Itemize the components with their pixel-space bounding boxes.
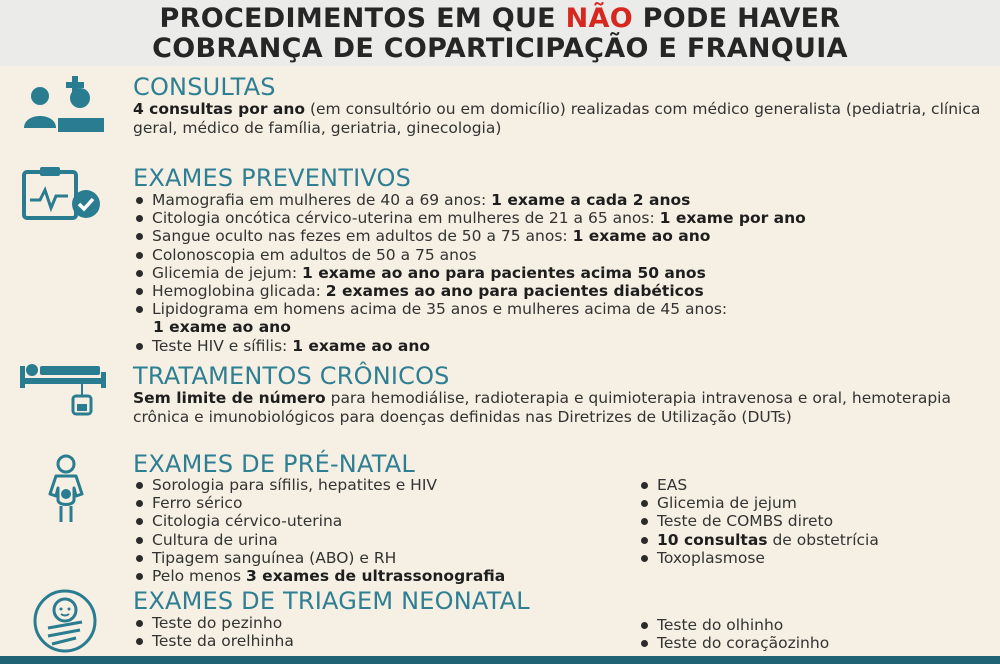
title-highlight: NÃO [565, 3, 633, 34]
list-item: Teste do pezinho [133, 614, 294, 632]
section-title: EXAMES DE TRIAGEM NEONATAL [133, 587, 530, 615]
list-item: Mamografia em mulheres de 40 a 69 anos: 1 exame a cada 2 anos [133, 191, 806, 209]
preventivos-list [133, 191, 806, 355]
list-item: Glicemia de jejum [638, 494, 879, 512]
section-title: TRATAMENTOS CRÔNICOS [133, 362, 450, 390]
section-exames-preventivos [0, 162, 1000, 358]
list-item: Sorologia para sífilis, hepatites e HIV [133, 476, 505, 494]
list-item: Cultura de urina [133, 531, 505, 549]
list-item: Teste da orelhinha [133, 632, 294, 650]
list-item: Citologia cérvico-uterina [133, 512, 505, 530]
list-item: Citologia oncótica cérvico-uterina em mulheres de 21 a 65 anos: 1 exame por ano [133, 209, 806, 227]
doctor-patient-icon [18, 76, 106, 134]
section-title: CONSULTAS [133, 73, 276, 101]
section-title: EXAMES PREVENTIVOS [133, 164, 412, 192]
list-item: Lipidograma em homens acima de 35 anos e mulheres acima de 45 anos: [133, 300, 806, 318]
neonatal-list-left [133, 614, 294, 650]
list-item-continuation: 1 exame ao ano [153, 318, 291, 337]
section-pre-natal [0, 450, 1000, 586]
list-item: Glicemia de jejum: 1 exame ao ano para pacientes acima 50 anos [133, 264, 806, 282]
list-item: Hemoglobina glicada: 2 exames ao ano para pacientes diabéticos [133, 282, 806, 300]
pre-natal-list-right [638, 476, 879, 567]
list-item: Teste do olhinho [638, 616, 829, 634]
section-title: EXAMES DE PRÉ-NATAL [133, 450, 415, 478]
list-item: Toxoplasmose [638, 549, 879, 567]
neonatal-list-right [638, 616, 829, 652]
list-item: Teste de COMBS direto [638, 512, 879, 530]
pregnant-woman-icon [38, 454, 94, 524]
header [0, 0, 1000, 66]
section-consultas [0, 70, 1000, 160]
section-text: Sem limite de número para hemodiálise, radioterapia e quimioterapia intravenosa e oral, hemoterapia crônica e imunobiológicos para doenças definidas nas Diretrizes de Utilização (DUTs) [133, 389, 951, 426]
list-item: Ferro sérico [133, 494, 505, 512]
section-tratamentos-cronicos [0, 362, 1000, 450]
section-triagem-neonatal [0, 586, 1000, 656]
pre-natal-list-left [133, 476, 505, 585]
page-title-line-2: COBRANÇA DE COPARTICIPAÇÃO E FRANQUIA [152, 33, 848, 64]
list-item: Pelo menos 3 exames de ultrassonografia [133, 567, 505, 585]
clipboard-check-icon [18, 166, 110, 220]
page-title-line-1: PROCEDIMENTOS EM QUE NÃO PODE HAVER [159, 3, 841, 34]
swaddled-baby-icon [32, 588, 98, 654]
list-item: EAS [638, 476, 879, 494]
list-item: 10 consultas de obstetrícia [638, 531, 879, 549]
list-item: Teste HIV e sífilis: 1 exame ao ano [133, 337, 806, 355]
hospital-bed-icon [18, 362, 110, 418]
list-item: Colonoscopia em adultos de 50 a 75 anos [133, 246, 806, 264]
list-item: Sangue oculto nas fezes em adultos de 50 a 75 anos: 1 exame ao ano [133, 227, 806, 245]
list-item: Teste do coraçãozinho [638, 634, 829, 652]
bottom-bar [0, 656, 1000, 664]
section-text: 4 consultas por ano (em consultório ou em domicílio) realizadas com médico generalista (pediatria, clínica geral, médico de família, geriatria, ginecologia) [133, 100, 981, 137]
list-item: Tipagem sanguínea (ABO) e RH [133, 549, 505, 567]
